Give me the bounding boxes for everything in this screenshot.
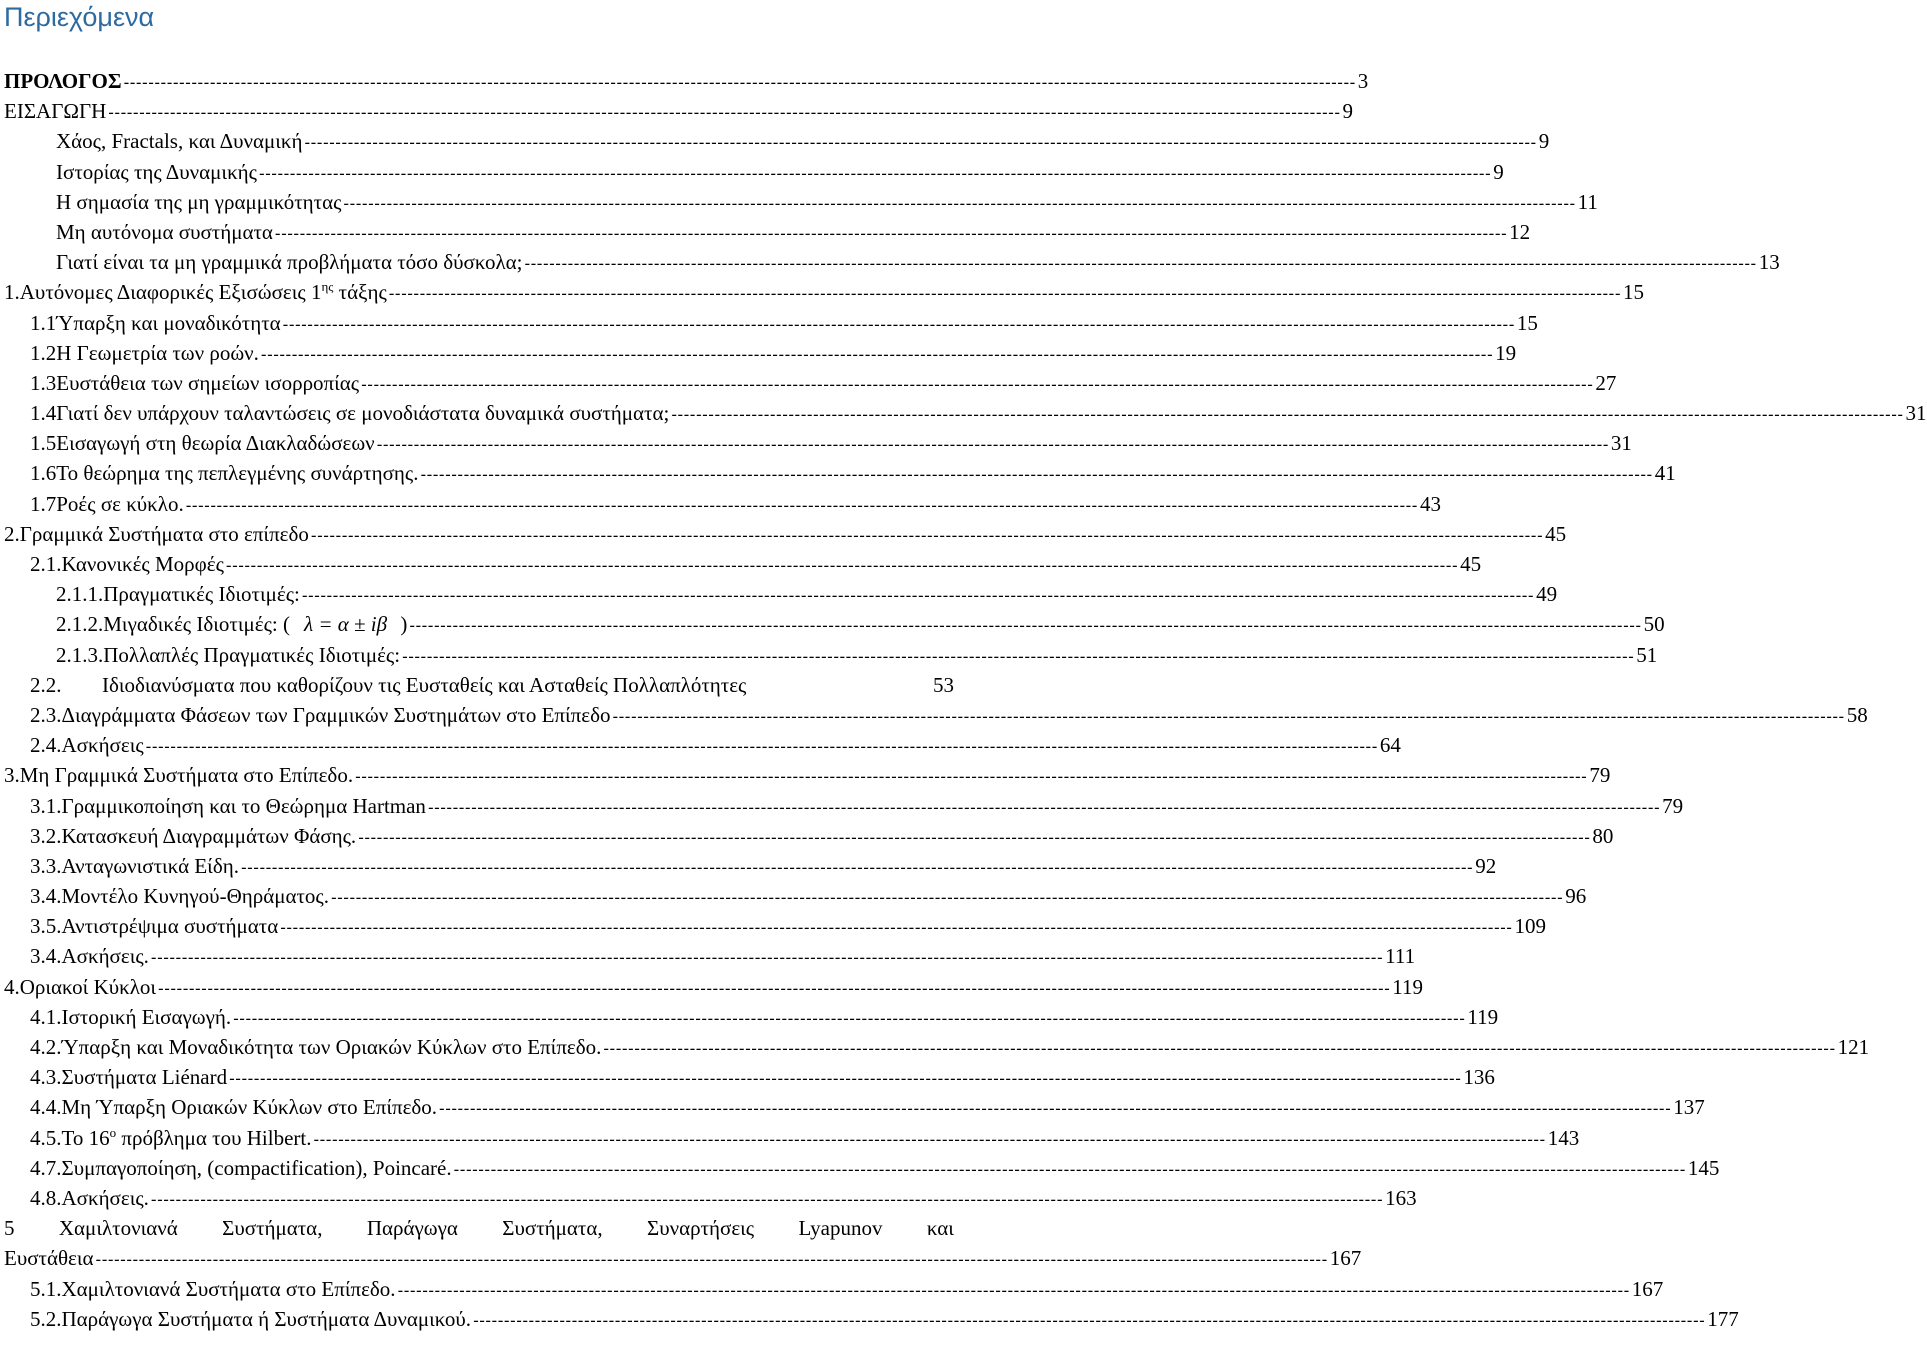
toc-entry-leader: -------------------------------------------------------------------------------------------------------------------------------------------------------------------------------------------------------- — [258, 163, 1492, 183]
toc-entry-line — [4, 66, 1369, 98]
toc-entry-leader: -------------------------------------------------------------------------------------------------------------------------------------------------------------------------------------------------------- — [358, 827, 1591, 847]
toc-entry-leader: -------------------------------------------------------------------------------------------------------------------------------------------------------------------------------------------------------- — [282, 314, 1515, 334]
toc-entry-line — [30, 428, 1632, 460]
toc-entry-title-part: Το 16 — [61, 1125, 110, 1150]
toc-entry-number: 1.7 — [30, 491, 57, 516]
toc-entry-leader: -------------------------------------------------------------------------------------------------------------------------------------------------------------------------------------------------------- — [145, 737, 1378, 757]
toc-entry-number: 3.2. — [30, 823, 62, 848]
toc-entry-title[interactable]: Η Γεωμετρία των ροών. — [56, 340, 259, 365]
toc-entry[interactable] — [0, 791, 1684, 821]
toc-entry[interactable] — [0, 66, 1369, 96]
toc-entry[interactable] — [0, 670, 960, 700]
toc-entry-page: 50 — [1643, 612, 1665, 637]
toc-entry-title[interactable]: Πολλαπλές Πραγματικές Ιδιοτιμές: — [103, 642, 401, 667]
toc-entry-leader: -------------------------------------------------------------------------------------------------------------------------------------------------------------------------------------------------------- — [150, 948, 1384, 968]
toc-entry-line — [56, 640, 1658, 672]
toc-entry-line — [56, 187, 1598, 219]
toc-entry-number: 1. — [4, 280, 20, 305]
toc-entry-title[interactable]: Ευστάθεια των σημείων ισορροπίας — [56, 370, 360, 395]
toc-entry-line — [30, 1123, 1580, 1155]
toc-entry-word: Συστήματα, — [502, 1216, 603, 1241]
toc-entry-title[interactable]: Κανονικές Μορφές — [61, 552, 224, 576]
toc-entry-page: 9 — [1342, 99, 1353, 124]
toc-entry-line — [30, 941, 1416, 973]
toc-entry-superscript: ο — [109, 1124, 117, 1140]
toc-entry-number: 3.4. — [30, 884, 62, 909]
toc-entry-page: 58 — [1846, 702, 1868, 727]
toc-entry[interactable] — [0, 1123, 1580, 1153]
toc-entry-title-part: Αυτόνομες Διαφορικές Εξισώσεις 1 — [19, 280, 322, 305]
toc-entry-page: 111 — [1385, 944, 1416, 969]
toc-entry-line — [30, 398, 1927, 430]
toc-entry-line — [30, 1274, 1664, 1306]
toc-entry-page: 53 — [933, 672, 954, 697]
toc-entry-line — [30, 730, 1401, 762]
toc-entry[interactable] — [0, 1002, 1499, 1032]
toc-entry-line — [30, 881, 1587, 913]
toc-entry-title[interactable]: Ιστορίας της Δυναμικής — [56, 159, 257, 184]
toc-entry-page: 92 — [1475, 853, 1497, 878]
toc-entry-title[interactable]: Ροές σε κύκλο. — [56, 491, 184, 516]
toc-entry[interactable] — [0, 609, 1665, 639]
toc-entry[interactable] — [0, 1274, 1664, 1304]
toc-entry-leader: -------------------------------------------------------------------------------------------------------------------------------------------------------------------------------------------------------- — [524, 254, 1757, 274]
toc-entry[interactable] — [0, 1243, 1362, 1273]
toc-entry[interactable] — [0, 157, 1504, 187]
toc-entry[interactable] — [0, 96, 1353, 126]
toc-entry-title[interactable] — [103, 609, 407, 639]
toc-entry[interactable] — [0, 821, 1614, 851]
toc-entry-leader: -------------------------------------------------------------------------------------------------------------------------------------------------------------------------------------------------------- — [185, 495, 1418, 515]
toc-entry-title[interactable]: Γραμμικά Συστήματα στο επίπεδο — [19, 521, 309, 546]
toc-entry[interactable] — [0, 1183, 1417, 1213]
toc-entry[interactable] — [0, 730, 1401, 760]
toc-entry-line — [30, 700, 1868, 732]
toc-entry-number: 5 — [4, 1216, 15, 1241]
toc-entry[interactable] — [0, 972, 1424, 1002]
toc-entry-number: 2.1. — [30, 552, 62, 576]
toc-entry-page: 13 — [1758, 250, 1780, 275]
toc-entry-line — [30, 489, 1441, 521]
toc-entry-page: 79 — [1589, 763, 1611, 788]
toc-entry-page: 79 — [1662, 793, 1684, 818]
toc-entry-title[interactable]: Χαμιλτονιανά Συστήματα στο Επίπεδο. — [61, 1276, 396, 1301]
toc-entry-page: 143 — [1547, 1125, 1580, 1150]
toc-entry-number: 1.2 — [30, 340, 57, 365]
toc-entry-word: Συστήματα, — [222, 1216, 323, 1241]
toc-entry-line — [56, 157, 1504, 189]
toc-entry-title[interactable]: Ύπαρξη και Μοναδικότητα των Οριακών Κύκλων στο Επίπεδο. — [61, 1035, 602, 1059]
toc-entry-number: 1.1 — [30, 310, 57, 335]
toc-entry[interactable] — [0, 1153, 1720, 1183]
toc-entry-title[interactable]: Χάος, Fractals, και Δυναμική — [56, 129, 303, 154]
toc-entry-leader: -------------------------------------------------------------------------------------------------------------------------------------------------------------------------------------------------------- — [95, 1250, 1328, 1270]
toc-entry-title[interactable]: Ύπαρξη και μοναδικότητα — [56, 310, 281, 335]
toc-entry-page: 96 — [1565, 884, 1587, 909]
toc-entry-page: 27 — [1595, 370, 1617, 395]
toc-entry[interactable] — [0, 428, 1632, 458]
toc-entry[interactable] — [0, 489, 1441, 519]
toc-entry[interactable] — [0, 1032, 1870, 1062]
page-title: Περιεχόμενα — [4, 2, 155, 32]
toc-entry-page: 31 — [1610, 431, 1632, 456]
toc-entry-number: 2.1.3. — [56, 642, 104, 667]
toc-entry-page: 11 — [1577, 189, 1598, 214]
toc-entry-leader: -------------------------------------------------------------------------------------------------------------------------------------------------------------------------------------------------------- — [397, 1280, 1630, 1300]
toc-entry-page: 51 — [1636, 642, 1658, 667]
toc-entry-line — [4, 760, 1611, 792]
toc-entry-leader: -------------------------------------------------------------------------------------------------------------------------------------------------------------------------------------------------------- — [313, 1129, 1546, 1149]
toc-entry-leader: -------------------------------------------------------------------------------------------------------------------------------------------------------------------------------------------------------- — [260, 344, 1494, 364]
toc-entry-title[interactable]: Συμπαγοποίηση, (compactification), Poincaré. — [61, 1155, 452, 1180]
toc-entry-leader: -------------------------------------------------------------------------------------------------------------------------------------------------------------------------------------------------------- — [402, 646, 1635, 666]
toc-entry-title[interactable]: Ασκήσεις — [61, 733, 144, 758]
toc-entry-title[interactable]: Μοντέλο Κυνηγού-Θηράματος. — [61, 884, 329, 909]
toc-entry-title[interactable]: Διαγράμματα Φάσεων των Γραμμικών Συστημάτων στο Επίπεδο — [61, 702, 611, 727]
toc-entry-number: 1.6 — [30, 461, 57, 486]
toc-entry[interactable] — [0, 579, 1558, 609]
toc-entry-page: 3 — [1357, 69, 1369, 93]
toc-entry-page: 119 — [1467, 1004, 1499, 1029]
toc-entry-title[interactable]: ΕΙΣΑΓΩΓΗ — [4, 99, 107, 124]
toc-entry-word: Χαμιλτονιανά — [58, 1216, 178, 1241]
toc-entry-number: 4.2. — [30, 1035, 62, 1059]
toc-entry-leader: -------------------------------------------------------------------------------------------------------------------------------------------------------------------------------------------------------- — [427, 797, 1661, 817]
toc-entry-line — [30, 851, 1497, 883]
toc-entry-page: 12 — [1509, 219, 1531, 244]
toc-entry-line — [4, 519, 1567, 551]
toc-entry-line — [30, 911, 1546, 943]
toc-entry[interactable] — [0, 368, 1617, 398]
toc-entry-number: 4. — [4, 974, 20, 999]
toc-entry-line — [56, 609, 1665, 641]
toc-entry-leader: -------------------------------------------------------------------------------------------------------------------------------------------------------------------------------------------------------- — [310, 525, 1544, 545]
toc-entry-line — [56, 217, 1531, 249]
toc-entry-title[interactable] — [62, 1123, 312, 1153]
toc-entry[interactable] — [0, 1092, 1705, 1122]
toc-entry-leader: -------------------------------------------------------------------------------------------------------------------------------------------------------------------------------------------------------- — [225, 556, 1459, 575]
toc-entry-title[interactable]: Το θεώρημα της πεπλεγμένης συνάρτησης. — [56, 461, 419, 486]
toc-entry-line — [30, 1032, 1870, 1064]
toc-entry[interactable] — [0, 519, 1567, 549]
toc-entry-title[interactable]: Μη αυτόνομα συστήματα — [56, 219, 273, 244]
toc-entry-page: 177 — [1707, 1306, 1739, 1331]
toc-entry-leader: -------------------------------------------------------------------------------------------------------------------------------------------------------------------------------------------------------- — [108, 103, 1341, 123]
toc-entry-number: 3. — [4, 763, 20, 788]
toc-entry-line — [56, 579, 1558, 611]
toc-entry-title[interactable]: Εισαγωγή στη θεωρία Διακλαδώσεων — [56, 431, 375, 456]
toc-entry-leader: -------------------------------------------------------------------------------------------------------------------------------------------------------------------------------------------------------- — [280, 918, 1513, 938]
toc-entry[interactable] — [0, 187, 1598, 217]
toc-entry-leader: -------------------------------------------------------------------------------------------------------------------------------------------------------------------------------------------------------- — [612, 706, 1845, 726]
toc-entry-superscript: ης — [321, 279, 334, 295]
toc-entry[interactable] — [0, 549, 1482, 579]
toc-entry-page: 31 — [1905, 401, 1927, 426]
toc-entry-leader: -------------------------------------------------------------------------------------------------------------------------------------------------------------------------------------------------------- — [439, 1099, 1672, 1119]
toc-entry[interactable] — [0, 760, 1611, 790]
toc-entry-number: 2.4. — [30, 733, 62, 758]
toc-entry-title-part: πρόβλημα του Hilbert. — [116, 1125, 312, 1150]
toc-entry-page: 167 — [1329, 1246, 1362, 1271]
toc-entry-page: 137 — [1673, 1095, 1705, 1120]
toc-entry-leader: -------------------------------------------------------------------------------------------------------------------------------------------------------------------------------------------------------- — [388, 284, 1621, 304]
toc-entry-line — [30, 308, 1538, 340]
toc-entry-page: 49 — [1536, 582, 1558, 607]
toc-entry-line — [30, 458, 1676, 490]
toc-entry-title[interactable] — [20, 277, 387, 307]
toc-entry-page: 167 — [1631, 1276, 1664, 1301]
toc-entry[interactable] — [0, 851, 1497, 881]
toc-entry-leader: -------------------------------------------------------------------------------------------------------------------------------------------------------------------------------------------------------- — [420, 465, 1653, 485]
toc-entry-title[interactable]: Γιατί είναι τα μη γραμμικά προβλήματα τόσο δύσκολα; — [56, 250, 523, 275]
toc-entry-page: 163 — [1385, 1185, 1417, 1210]
toc-entry[interactable] — [0, 640, 1658, 670]
toc-entry-title[interactable]: Συστήματα Liénard — [61, 1065, 228, 1090]
toc-entry-title[interactable]: Πραγματικές Ιδιοτιμές: — [103, 582, 300, 607]
toc-entry-leader: -------------------------------------------------------------------------------------------------------------------------------------------------------------------------------------------------------- — [150, 1189, 1384, 1209]
toc-entry-title[interactable]: Μη Γραμμικά Συστήματα στο Επίπεδο. — [19, 763, 354, 788]
toc-entry-leader: -------------------------------------------------------------------------------------------------------------------------------------------------------------------------------------------------------- — [233, 1008, 1466, 1028]
toc-entry-number: 2.3. — [30, 702, 62, 727]
toc-entry-line — [30, 670, 954, 700]
toc-entry-number: 2.1.2. — [56, 612, 104, 637]
toc-entry-page: 15 — [1623, 280, 1644, 305]
toc-entry-line — [30, 338, 1517, 370]
toc-entry-title[interactable]: Οριακοί Κύκλοι — [19, 974, 157, 999]
toc-entry-title[interactable]: Η σημασία της μη γραμμικότητας — [56, 189, 342, 214]
toc-entry[interactable] — [0, 1062, 1495, 1092]
toc-entry-number: 4.5. — [30, 1125, 62, 1150]
toc-entry-number: 4.8. — [30, 1185, 62, 1210]
toc-entry-leader: -------------------------------------------------------------------------------------------------------------------------------------------------------------------------------------------------------- — [301, 586, 1535, 606]
toc-entry-number: 3.4. — [30, 944, 62, 969]
toc-entry-line — [30, 1092, 1705, 1124]
toc-entry-line — [56, 247, 1780, 279]
toc-entry-leader: -------------------------------------------------------------------------------------------------------------------------------------------------------------------------------------------------------- — [240, 857, 1474, 877]
toc-entry-page: 109 — [1514, 914, 1546, 939]
toc-entry-title[interactable]: Αντιστρέψιμα συστήματα — [61, 914, 279, 939]
toc-entry-number: 3.3. — [30, 853, 62, 878]
toc-entry-page: 43 — [1419, 491, 1441, 516]
toc-entry-leader: -------------------------------------------------------------------------------------------------------------------------------------------------------------------------------------------------------- — [229, 1069, 1462, 1089]
toc-entry-line — [4, 972, 1424, 1004]
toc-entry-page: 64 — [1379, 733, 1401, 758]
toc-entry-page: 41 — [1654, 461, 1676, 486]
toc-entry-number: 4.4. — [30, 1095, 62, 1120]
toc-entry-line — [4, 96, 1353, 128]
toc-entry-title[interactable]: Μη Ύπαρξη Οριακών Κύκλων στο Επίπεδο. — [61, 1095, 438, 1120]
toc-entry[interactable] — [0, 308, 1538, 338]
toc-entry-line — [30, 791, 1684, 823]
toc-entry-title-part: ) — [395, 612, 408, 637]
toc-entry[interactable] — [0, 126, 1550, 156]
toc-entry-title[interactable]: Ασκήσεις. — [61, 944, 149, 969]
toc-entry-leader: -------------------------------------------------------------------------------------------------------------------------------------------------------------------------------------------------------- — [123, 73, 1356, 92]
toc-entry-number: 4.1. — [30, 1004, 62, 1029]
toc-entry-page: 80 — [1592, 823, 1614, 848]
toc-entry-number: 3.5. — [30, 914, 62, 939]
toc-entry-line — [56, 126, 1550, 158]
toc-entry-leader: -------------------------------------------------------------------------------------------------------------------------------------------------------------------------------------------------------- — [453, 1159, 1686, 1179]
toc-entry-page: 145 — [1687, 1155, 1720, 1180]
toc-entry-line — [30, 1304, 1739, 1336]
toc-entry-number: 4.3. — [30, 1065, 62, 1090]
toc-entry-number: 2.1.1. — [56, 582, 104, 607]
toc-entry-title[interactable]: Γιατί δεν υπάρχουν ταλαντώσεις σε μονοδιάστατα δυναμικά συστήματα; — [56, 401, 670, 426]
toc-entry[interactable] — [0, 881, 1587, 911]
toc-entry-line — [30, 1002, 1499, 1034]
toc-entry-number: 1.3 — [30, 370, 57, 395]
toc-entry-line — [30, 1183, 1417, 1215]
toc-entry-title-part: Μιγαδικές Ιδιοτιμές: ( — [103, 612, 290, 637]
toc-entry-leader: -------------------------------------------------------------------------------------------------------------------------------------------------------------------------------------------------------- — [473, 1310, 1706, 1330]
toc-entry-line — [30, 368, 1617, 400]
toc-entry-word: Συναρτήσεις — [647, 1216, 755, 1241]
toc-entry-page: 15 — [1516, 310, 1538, 335]
toc-entry-title[interactable]: Ιστορική Εισαγωγή. — [61, 1004, 232, 1029]
toc-entry-leader: -------------------------------------------------------------------------------------------------------------------------------------------------------------------------------------------------------- — [376, 435, 1609, 455]
toc-entry-page: 9 — [1538, 129, 1550, 154]
toc-entry-title[interactable]: Παράγωγα Συστήματα ή Συστήματα Δυναμικού. — [61, 1306, 472, 1331]
toc-entry[interactable] — [0, 458, 1676, 488]
toc-entry-line — [4, 1213, 954, 1243]
toc-entry-line — [4, 1243, 1362, 1275]
toc-entry-number: 2. — [4, 521, 20, 546]
toc-entry-line — [30, 821, 1614, 853]
toc-entry-math: λ = α ± iβ — [303, 612, 388, 637]
toc-entry-title[interactable]: Ασκήσεις. — [61, 1185, 149, 1210]
toc-entry-page: 136 — [1463, 1065, 1495, 1090]
toc-entry-title-part: τάξης — [333, 280, 387, 305]
toc-entry[interactable] — [0, 277, 1644, 307]
toc-entry-number: 1.4 — [30, 401, 57, 426]
toc-entry-line — [30, 1062, 1495, 1094]
toc-entry-page: 45 — [1460, 552, 1482, 576]
toc-entry-page: 9 — [1493, 159, 1504, 184]
toc-entry-page: 121 — [1837, 1035, 1870, 1059]
toc-entry-leader: -------------------------------------------------------------------------------------------------------------------------------------------------------------------------------------------------------- — [361, 374, 1594, 394]
toc-entry-number: 2.2. — [30, 672, 62, 697]
toc-entry[interactable] — [0, 911, 1546, 941]
toc-entry[interactable] — [0, 247, 1780, 277]
toc-entry-leader: -------------------------------------------------------------------------------------------------------------------------------------------------------------------------------------------------------- — [603, 1039, 1836, 1058]
toc-entry-title[interactable]: Ευστάθεια — [4, 1246, 94, 1271]
toc-entry[interactable] — [0, 338, 1517, 368]
toc-entry-word: Παράγωγα — [366, 1216, 458, 1241]
toc-entry-number: 3.1. — [30, 793, 62, 818]
toc-entry-leader: -------------------------------------------------------------------------------------------------------------------------------------------------------------------------------------------------------- — [304, 133, 1537, 153]
toc-entry-page: 19 — [1495, 340, 1517, 365]
toc-entry-leader: -------------------------------------------------------------------------------------------------------------------------------------------------------------------------------------------------------- — [343, 193, 1576, 213]
toc-entry-title[interactable]: Ιδιοδιανύσματα που καθορίζουν τις Ευσταθείς και Ασταθείς Πολλαπλότητες — [102, 672, 747, 697]
toc-entry-title[interactable]: ΠΡΟΛΟΓΟΣ — [4, 69, 122, 93]
toc-entry-page: 45 — [1545, 521, 1567, 546]
toc-entry-leader: -------------------------------------------------------------------------------------------------------------------------------------------------------------------------------------------------------- — [355, 767, 1588, 787]
toc-entry-number: 1.5 — [30, 431, 57, 456]
toc-entry-title[interactable]: Κατασκευή Διαγραμμάτων Φάσης. — [61, 823, 357, 848]
toc-entry[interactable] — [0, 398, 1927, 428]
toc-entry-line — [4, 277, 1644, 309]
toc-entry-leader: -------------------------------------------------------------------------------------------------------------------------------------------------------------------------------------------------------- — [671, 405, 1904, 425]
toc-entry-leader: -------------------------------------------------------------------------------------------------------------------------------------------------------------------------------------------------------- — [330, 888, 1564, 908]
toc-entry-number: 5.2. — [30, 1306, 62, 1331]
toc-entry-number: 4.7. — [30, 1155, 62, 1180]
toc-entry[interactable] — [0, 217, 1531, 247]
toc-entry[interactable] — [0, 1213, 960, 1243]
toc-entry-leader: -------------------------------------------------------------------------------------------------------------------------------------------------------------------------------------------------------- — [274, 223, 1508, 243]
table-of-contents — [0, 66, 1927, 1334]
toc-entry-line — [30, 1153, 1720, 1185]
toc-entry-word: Lyapunov — [798, 1216, 883, 1241]
toc-entry-page: 119 — [1392, 974, 1424, 999]
toc-entry[interactable] — [0, 941, 1416, 971]
toc-entry-word: και — [926, 1216, 954, 1241]
toc-entry-title[interactable]: Ανταγωνιστικά Είδη. — [61, 853, 239, 878]
toc-entry[interactable] — [0, 1304, 1739, 1334]
toc-entry-title[interactable]: Γραμμικοποίηση και το Θεώρημα Hartman — [61, 793, 426, 818]
toc-entry[interactable] — [0, 700, 1868, 730]
toc-entry-leader: -------------------------------------------------------------------------------------------------------------------------------------------------------------------------------------------------------- — [158, 978, 1391, 998]
toc-entry-number: 5.1. — [30, 1276, 62, 1301]
toc-entry-line — [30, 549, 1482, 581]
toc-entry-leader: -------------------------------------------------------------------------------------------------------------------------------------------------------------------------------------------------------- — [409, 616, 1642, 636]
